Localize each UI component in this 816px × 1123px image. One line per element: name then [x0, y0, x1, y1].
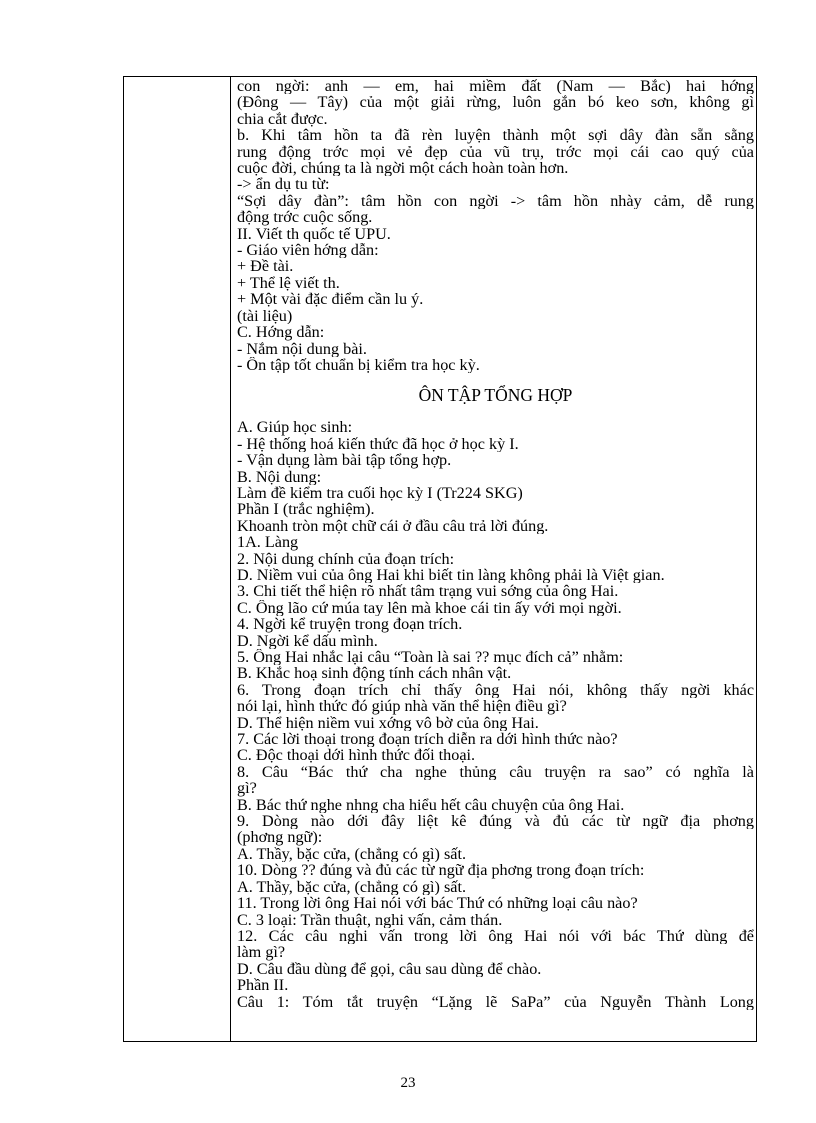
text-line: “Sợi dây đàn”: tâm hồn con ngời -> tâm hồn nhày cảm, dễ rung	[237, 192, 754, 210]
text-line: 1A. Làng	[237, 534, 299, 551]
text-line: C. Hớng dẫn:	[237, 324, 325, 341]
text-line: B. Bác thứ nghe nhng cha hiểu hết câu chuyện của ông Hai.	[237, 796, 625, 814]
content-cell	[237, 78, 754, 1010]
text-line: động trớc cuộc sống.	[237, 209, 373, 226]
text-line: nói lại, hình thức đó giúp nhà văn thể hiện điều gì?	[237, 698, 567, 715]
text-line: II. Viết th quốc tế UPU.	[237, 225, 391, 243]
text-line: D. Ngời kể dấu mình.	[237, 632, 378, 649]
text-line: D. Câu đầu dùng để gọi, câu sau dùng để chào.	[237, 960, 542, 978]
text-line: Phần II.	[237, 977, 289, 994]
text-line: D. Thể hiện niềm vui xớng vô bờ của ông Hai.	[237, 714, 539, 732]
text-line: con ngời: anh — em, hai miềm đất (Nam — Bắc) hai hớng	[237, 78, 754, 95]
column-divider	[230, 77, 231, 1041]
text-line: rung động trớc mọi vẻ đẹp của vũ trụ, trớc mọi cái cao quý của	[237, 143, 754, 161]
text-line: cuộc đời, chúng ta là ngời một cách hoàn toàn hơn.	[237, 160, 569, 177]
text-line: - Hệ thống hoá kiến thức đã học ở học kỳ I.	[237, 435, 519, 453]
text-line: A. Giúp học sinh:	[237, 419, 353, 436]
text-line: Phần I (trắc nghiệm).	[237, 501, 375, 518]
text-block-top	[237, 78, 754, 373]
text-line: b. Khi tâm hồn ta đã rèn luyện thành một sợi dây đàn sẵn sằng	[237, 127, 754, 144]
text-line: (phơng ngữ):	[237, 829, 323, 846]
text-line: 9. Dòng nào dới đây liệt kê đúng và đủ các từ ngữ địa phơng	[237, 813, 754, 830]
text-line: - Vận dụng làm bài tập tổng hợp.	[237, 452, 452, 469]
lesson-table	[123, 76, 757, 1042]
section-heading: ÔN TẬP TỔNG HỢP	[418, 385, 573, 406]
text-line: + Một vài đặc điểm cần lu ý.	[237, 291, 424, 308]
page-number: 23	[400, 1075, 416, 1091]
text-line: D. Niềm vui của ông Hai khi biết tin làng không phải là Việt gian.	[237, 566, 665, 584]
text-line: gì?	[237, 780, 257, 797]
text-line: C. 3 loại: Trần thuật, nghi vấn, cảm thán.	[237, 911, 503, 928]
text-line: + Đề tài.	[237, 258, 294, 275]
text-line: - Nắm nội dung bài.	[237, 340, 367, 357]
text-line: 6. Trong đoạn trích chỉ thấy ông Hai nói, không thấy ngời khác	[237, 681, 754, 699]
text-line: Làm đề kiểm tra cuối học kỳ I (Tr224 SKG)	[237, 484, 523, 502]
text-line: A. Thầy, bặc cửa, (chẳng có gì) sất.	[237, 845, 467, 863]
text-line: - Ôn tập tốt chuẩn bị kiểm tra học kỳ.	[237, 356, 480, 374]
text-line: 7. Các lời thoại trong đoạn trích diễn ra dới hình thức nào?	[237, 731, 618, 748]
text-line: làm gì?	[237, 944, 286, 961]
text-line: 5. Ông Hai nhắc lại câu “Toàn là sai ?? mục đích cả” nhằm:	[237, 649, 624, 666]
text-line: (Đông — Tây) của một giải rừng, luôn gắn bó keo sơn, không gì	[237, 94, 754, 111]
text-line: + Thể lệ viết th.	[237, 274, 340, 292]
text-line: C. Độc thoại dới hình thức đối thoại.	[237, 747, 476, 764]
text-block-bottom	[237, 419, 754, 1010]
text-line: - Giáo viên hớng dẫn:	[237, 242, 379, 259]
text-line: A. Thầy, bặc cửa, (chẳng có gì) sất.	[237, 878, 467, 896]
text-line: 11. Trong lời ông Hai nói với bác Thứ có những loại câu nào?	[237, 895, 638, 912]
text-line: chia cắt được.	[237, 110, 328, 128]
text-line: 3. Chi tiết thể hiện rõ nhất tâm trạng vui sớng của ông Hai.	[237, 583, 619, 600]
text-line: 4. Ngời kể truyện trong đoạn trích.	[237, 616, 463, 633]
text-line: Khoanh tròn một chữ cái ở đầu câu trả lời đúng.	[237, 517, 549, 535]
text-line: -> ẩn dụ tu từ:	[237, 176, 330, 193]
text-line: 10. Dòng ?? đúng và đủ các từ ngữ địa phơng trong đoạn trích:	[237, 862, 645, 879]
text-line: 12. Các câu nghi vấn trong lời ông Hai nói với bác Thứ dùng để	[237, 927, 754, 945]
text-line: B. Nội dung:	[237, 468, 322, 485]
text-line: 2. Nội dung chính của đoạn trích:	[237, 550, 455, 567]
text-line: (tài liệu)	[237, 307, 293, 325]
text-line: Câu 1: Tóm tắt truyện “Lặng lẽ SaPa” của Nguyễn Thành Long	[237, 993, 754, 1010]
text-line: 8. Câu “Bác thứ cha nghe thủng câu truyện ra sao” có nghĩa là	[237, 763, 754, 781]
text-line: B. Khắc hoạ sinh động tính cách nhân vật.	[237, 665, 512, 682]
text-line: C. Ông lão cứ múa tay lên mà khoe cái tin ấy với mọi ngời.	[237, 599, 622, 617]
